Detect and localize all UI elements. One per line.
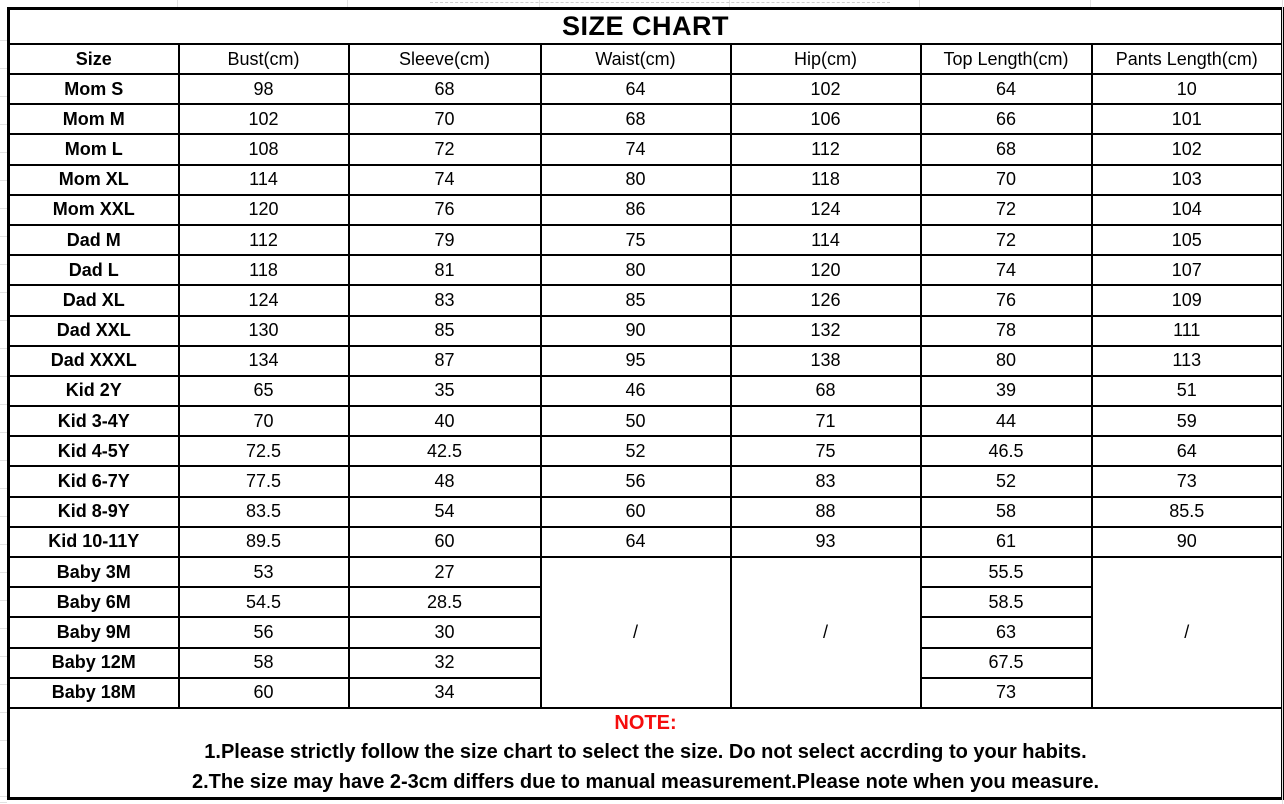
table-cell: 34 <box>349 678 541 708</box>
table-cell: 132 <box>731 316 921 346</box>
column-header: Top Length(cm) <box>921 44 1092 74</box>
spreadsheet-gridline <box>347 0 348 7</box>
table-cell: 53 <box>179 557 349 587</box>
table-cell: 93 <box>731 527 921 557</box>
spreadsheet-gridline <box>0 348 7 349</box>
row-header-cell: Kid 10-11Y <box>9 527 179 557</box>
table-cell: 107 <box>1092 255 1283 285</box>
table-cell: 35 <box>349 376 541 406</box>
table-cell: 124 <box>179 285 349 315</box>
column-header: Waist(cm) <box>541 44 731 74</box>
spreadsheet-gridline <box>0 544 7 545</box>
spreadsheet-gridline <box>0 460 7 461</box>
table-cell: 95 <box>541 346 731 376</box>
table-row <box>9 466 1283 496</box>
table-cell: 111 <box>1092 316 1283 346</box>
table-cell: 75 <box>731 436 921 466</box>
table-cell: 68 <box>541 104 731 134</box>
table-cell: 102 <box>1092 134 1283 164</box>
spreadsheet-gridline <box>0 712 7 713</box>
table-cell: 48 <box>349 466 541 496</box>
table-cell: 109 <box>1092 285 1283 315</box>
spreadsheet-gridline <box>0 740 7 741</box>
table-cell: 61 <box>921 527 1092 557</box>
table-cell: 126 <box>731 285 921 315</box>
table-cell: 72 <box>349 134 541 164</box>
table-cell: 78 <box>921 316 1092 346</box>
spreadsheet-gridline <box>0 124 7 125</box>
table-cell: 56 <box>179 617 349 647</box>
row-header-cell: Mom M <box>9 104 179 134</box>
spreadsheet-gridline <box>0 208 7 209</box>
table-cell: 52 <box>921 466 1092 496</box>
table-cell: 55.5 <box>921 557 1092 587</box>
spreadsheet-gridline <box>0 320 7 321</box>
table-cell: 120 <box>179 195 349 225</box>
table-cell: 102 <box>179 104 349 134</box>
table-cell: 114 <box>179 165 349 195</box>
table-cell: 64 <box>1092 436 1283 466</box>
table-cell: 64 <box>541 74 731 104</box>
spreadsheet-gridline <box>0 152 7 153</box>
spreadsheet-gridline <box>0 802 7 803</box>
table-cell: / <box>1092 557 1283 708</box>
spreadsheet-gridline <box>0 292 7 293</box>
spreadsheet-gridline <box>0 96 7 97</box>
table-cell: 90 <box>541 316 731 346</box>
size-chart-table <box>7 7 1284 800</box>
table-cell: 85 <box>349 316 541 346</box>
table-cell: 66 <box>921 104 1092 134</box>
table-cell: 79 <box>349 225 541 255</box>
table-cell: 54 <box>349 497 541 527</box>
spreadsheet-gridline <box>0 432 7 433</box>
spreadsheet-gridline <box>0 600 7 601</box>
table-row <box>9 527 1283 557</box>
column-header: Size <box>9 44 179 74</box>
spreadsheet-gridline <box>177 0 178 7</box>
column-header: Sleeve(cm) <box>349 44 541 74</box>
table-cell: 28.5 <box>349 587 541 617</box>
table-cell: 74 <box>349 165 541 195</box>
table-cell: 10 <box>1092 74 1283 104</box>
table-row <box>9 195 1283 225</box>
title-row <box>9 9 1283 45</box>
table-row <box>9 436 1283 466</box>
row-header-cell: Dad XL <box>9 285 179 315</box>
table-cell: 42.5 <box>349 436 541 466</box>
table-cell: 130 <box>179 316 349 346</box>
table-cell: 74 <box>541 134 731 164</box>
spreadsheet-gridline <box>0 376 7 377</box>
column-header: Bust(cm) <box>179 44 349 74</box>
row-header-cell: Dad L <box>9 255 179 285</box>
table-cell: 77.5 <box>179 466 349 496</box>
table-row <box>9 497 1283 527</box>
table-cell: 40 <box>349 406 541 436</box>
table-row <box>9 74 1283 104</box>
row-header-cell: Dad XXL <box>9 316 179 346</box>
note-section <box>9 708 1283 799</box>
row-header-cell: Baby 3M <box>9 557 179 587</box>
table-cell: 124 <box>731 195 921 225</box>
table-header-row <box>9 44 1283 74</box>
spreadsheet-gridline <box>1282 0 1283 804</box>
table-cell: 114 <box>731 225 921 255</box>
column-header: Pants Length(cm) <box>1092 44 1283 74</box>
table-cell: 83 <box>349 285 541 315</box>
table-cell: 89.5 <box>179 527 349 557</box>
row-header-cell: Mom S <box>9 74 179 104</box>
table-cell: 120 <box>731 255 921 285</box>
spreadsheet-gridline <box>0 656 7 657</box>
row-header-cell: Mom L <box>9 134 179 164</box>
note-row <box>9 708 1283 799</box>
table-cell: 52 <box>541 436 731 466</box>
table-cell: 39 <box>921 376 1092 406</box>
row-header-cell: Dad XXXL <box>9 346 179 376</box>
table-cell: / <box>731 557 921 708</box>
table-cell: 83 <box>731 466 921 496</box>
table-cell: 80 <box>921 346 1092 376</box>
table-cell: 88 <box>731 497 921 527</box>
table-cell: 76 <box>921 285 1092 315</box>
table-cell: 70 <box>349 104 541 134</box>
table-cell: 106 <box>731 104 921 134</box>
table-cell: 73 <box>921 678 1092 708</box>
note-line-2: 2.The size may have 2-3cm differs due to manual measurement.Please note when you measure. <box>192 771 1100 793</box>
row-header-cell: Kid 2Y <box>9 376 179 406</box>
table-cell: 112 <box>731 134 921 164</box>
table-cell: 85.5 <box>1092 497 1283 527</box>
spreadsheet-gridline <box>0 628 7 629</box>
spreadsheet-gridline <box>0 572 7 573</box>
table-cell: 101 <box>1092 104 1283 134</box>
row-header-cell: Mom XXL <box>9 195 179 225</box>
row-header-cell: Kid 6-7Y <box>9 466 179 496</box>
table-cell: 73 <box>1092 466 1283 496</box>
table-cell: 102 <box>731 74 921 104</box>
table-cell: 68 <box>349 74 541 104</box>
table-row <box>9 285 1283 315</box>
table-cell: 64 <box>541 527 731 557</box>
table-cell: 56 <box>541 466 731 496</box>
table-cell: 118 <box>731 165 921 195</box>
row-header-cell: Baby 18M <box>9 678 179 708</box>
spreadsheet-gridline <box>0 684 7 685</box>
table-row <box>9 406 1283 436</box>
table-row <box>9 316 1283 346</box>
spreadsheet-gridline <box>919 0 920 7</box>
table-cell: 105 <box>1092 225 1283 255</box>
spreadsheet-gridline <box>0 796 7 797</box>
table-cell: 71 <box>731 406 921 436</box>
table-row <box>9 165 1283 195</box>
table-cell: 50 <box>541 406 731 436</box>
column-header: Hip(cm) <box>731 44 921 74</box>
table-cell: 58 <box>921 497 1092 527</box>
note-heading: NOTE: <box>614 712 677 734</box>
spreadsheet-gridline <box>0 40 7 41</box>
table-cell: 76 <box>349 195 541 225</box>
table-row <box>9 225 1283 255</box>
table-cell: 80 <box>541 165 731 195</box>
table-cell: 104 <box>1092 195 1283 225</box>
table-cell: 70 <box>179 406 349 436</box>
row-header-cell: Mom XL <box>9 165 179 195</box>
table-row <box>9 255 1283 285</box>
table-cell: 32 <box>349 648 541 678</box>
table-cell: 80 <box>541 255 731 285</box>
table-cell: 138 <box>731 346 921 376</box>
table-cell: 75 <box>541 225 731 255</box>
table-cell: 83.5 <box>179 497 349 527</box>
table-cell: 60 <box>349 527 541 557</box>
table-cell: 112 <box>179 225 349 255</box>
row-header-cell: Dad M <box>9 225 179 255</box>
table-cell: 58 <box>179 648 349 678</box>
table-row <box>9 557 1283 587</box>
table-cell: 44 <box>921 406 1092 436</box>
spreadsheet-gridline <box>0 488 7 489</box>
table-cell: 63 <box>921 617 1092 647</box>
spreadsheet-gridline <box>0 236 7 237</box>
row-header-cell: Kid 3-4Y <box>9 406 179 436</box>
spreadsheet-gridline <box>0 768 7 769</box>
table-cell: 30 <box>349 617 541 647</box>
table-cell: 72.5 <box>179 436 349 466</box>
row-header-cell: Baby 6M <box>9 587 179 617</box>
table-cell: 64 <box>921 74 1092 104</box>
table-cell: 134 <box>179 346 349 376</box>
table-cell: 74 <box>921 255 1092 285</box>
spreadsheet-gridline <box>0 516 7 517</box>
spreadsheet-gridline <box>0 404 7 405</box>
table-cell: 87 <box>349 346 541 376</box>
table-cell: 72 <box>921 195 1092 225</box>
row-header-cell: Baby 9M <box>9 617 179 647</box>
table-cell: 68 <box>921 134 1092 164</box>
table-cell: 72 <box>921 225 1092 255</box>
table-cell: 68 <box>731 376 921 406</box>
page-title: SIZE CHART <box>9 9 1283 45</box>
table-cell: 70 <box>921 165 1092 195</box>
table-cell: 103 <box>1092 165 1283 195</box>
table-cell: 59 <box>1092 406 1283 436</box>
table-row <box>9 134 1283 164</box>
table-cell: / <box>541 557 731 708</box>
table-cell: 108 <box>179 134 349 164</box>
table-row <box>9 376 1283 406</box>
row-header-cell: Kid 4-5Y <box>9 436 179 466</box>
table-cell: 60 <box>179 678 349 708</box>
print-area-dashed-line <box>430 2 890 3</box>
table-cell: 27 <box>349 557 541 587</box>
table-cell: 98 <box>179 74 349 104</box>
spreadsheet-gridline <box>1090 0 1091 7</box>
table-cell: 118 <box>179 255 349 285</box>
spreadsheet-gridline <box>0 264 7 265</box>
table-cell: 65 <box>179 376 349 406</box>
spreadsheet-gridline <box>0 180 7 181</box>
table-cell: 54.5 <box>179 587 349 617</box>
table-row <box>9 104 1283 134</box>
table-cell: 81 <box>349 255 541 285</box>
table-cell: 113 <box>1092 346 1283 376</box>
table-row <box>9 346 1283 376</box>
table-cell: 46.5 <box>921 436 1092 466</box>
table-cell: 90 <box>1092 527 1283 557</box>
table-cell: 58.5 <box>921 587 1092 617</box>
spreadsheet-gridline <box>0 68 7 69</box>
table-cell: 86 <box>541 195 731 225</box>
row-header-cell: Kid 8-9Y <box>9 497 179 527</box>
table-cell: 67.5 <box>921 648 1092 678</box>
table-cell: 85 <box>541 285 731 315</box>
table-cell: 46 <box>541 376 731 406</box>
table-cell: 51 <box>1092 376 1283 406</box>
table-cell: 60 <box>541 497 731 527</box>
note-line-1: 1.Please strictly follow the size chart to select the size. Do not select accrding to your habits. <box>204 741 1087 763</box>
row-header-cell: Baby 12M <box>9 648 179 678</box>
